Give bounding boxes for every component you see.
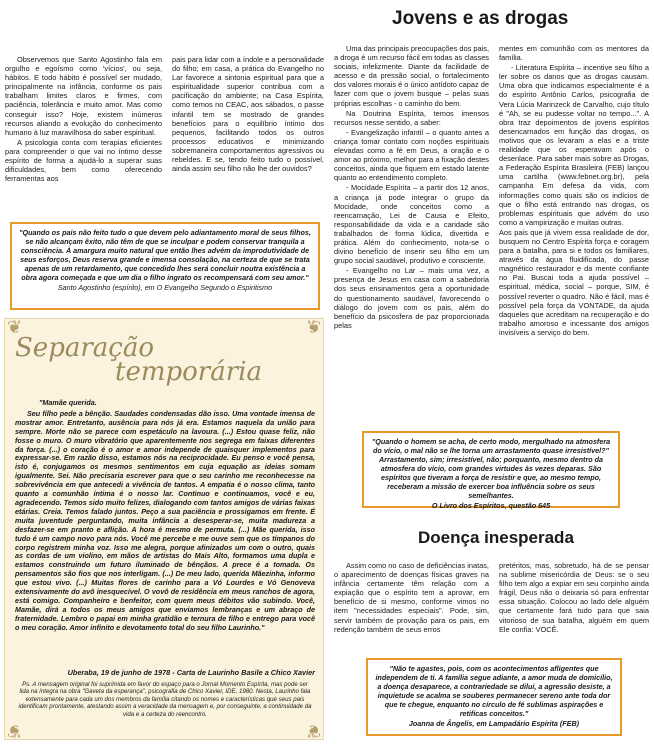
- paragraph: pretéritos, mas, sobretudo, há de se pensar na sublime misericórdia de Deus: se o seu filho tem algo a expiar em seu corpinho ainda frágil, Deus não o deixaria só para enfrentar essa situação. Colocou ao lado dele alguém que certamente fará tudo para que saia vitorioso de sua batalha, alguém em quem Ele confia: VOCÊ.: [499, 561, 649, 634]
- paragraph: pais para lidar com a índole e a personalidade do filho; em casa, a prática do Evangelho no Lar favorece a sintonia espiritual para que a espiritualidade superior contribua com a pacificação do ambiente; na Casa Espírita, como temos no CEAC, aos sábados, o passe infantil tem se mostrado de grandes benefícios para o equilíbrio íntimo dos pequenos, facilitando todos os outros processos educativos e minimizando sobremaneira comportamentos agressivos ou rebeldes. E se, tendo feito tudo o possível, ainda assim seu filho não lhe der ouvidos?: [172, 55, 324, 174]
- letter-paragraph: Seu filho pede a bênção. Saudades condensadas dão isso. Uma vontade imensa de mostrar amor. Entretanto, ausência para nós já era. Estamos naquela da união para sempre. Morte não se parece com espetáculo na lavoura. (...) Estou quase feliz, não fosse o muro. O muro vibratório que aparentemente nos segrega em faixas diferentes da força. (...) o coração é o amor e amor independe de quaisquer implementos para expressar-se. Em razão disso, estamos nós na reciprocidade. Eu penso e você pensa, isto é, conjugamos os mesmos sentimentos em cuja equação as ideias somam igualmente. Sei. Não precisaria escrever para que o seu carinho me reconhecesse na sobrevivência em que antecedi a vivência de tantos. A empatia é o nosso clima, tanto quanto a comunhão íntima é o nosso lar. Continuo e continuamos, você e eu, agradecendo. Temos sido muito felizes, dialogando com tantos amigos de várias faixas etárias. Creia. Temos falado juntos. Peço a sua paciência e prossigamos em frente. É muita juventude perguntando, muita infância a desesperar-se, muita madureza a desfazer-se em pranto e aflição. A hora é mesmo de permuta. (...) Mãe querida, isso tudo é um campo novo para nós. Você me percebe e me ouve sem que os tímpanos do corpo registrem minha voz. Isso me alegra, porque afinizados um com o outro, quais as cordas de um violino, em mãos de artistas do Mais Alto, formamos uma dupla e estamos construindo um futuro iluminado de bênçãos. A prece é a tomada. Os pensamentos são fios que nos interligam. (...) De meu lado, querida Mãezinha, informo que estou vivo. (...) Muitas flores de carinho para a Vó Lourdes e Vó Genoveva extensivamente do avô inesquecível. O vovô de residência em meus ranchos de agora, está comigo. Companheiro e benfeitor, com quem meus débitos vão subindo. Você, Mamãe, dirá a todos os meus amigos que enviamos lembranças e um abraço de fraternidade. Lembro o papai em minha gratidão e ternura de filho e entrego para você o meu coração. Amor infinito e devotamento total do seu filho Laurinho.": [15, 408, 315, 632]
- corner-ornament-icon: ❦: [305, 317, 321, 338]
- corner-ornament-icon: ❦: [7, 720, 23, 741]
- paragraph: - Mocidade Espírita – a partir dos 12 anos, a criança já pode integrar o grupo da Mocidade, onde conceitos como a reencarnação, Lei de Causa e Efeito, responsabilidade da vida e a caridade são trabalhados de forma lúdica, divertida e prática. Além do conhecimento, nota-se o divino benefício de inserir seu filho em um grupo social saudável, produtivo e consciente.: [334, 183, 489, 266]
- jovens-title: Jovens e as drogas: [392, 8, 569, 29]
- paragraph: Assim como no caso de deficiências inatas, o aparecimento de doenças físicas graves na infância certamente têm relação com a expiação que o espírito tem a aprovar, em benefício de si mesmo, conforme vimos no item "necessidades especiais". Pode, sim, servir também de provação para os pais, em redenção também de seus erros: [334, 561, 489, 634]
- quote-reference: Santo Agostinho (espírito), em O Evangelho Segundo o Espiritismo: [57, 283, 273, 292]
- paragraph: - Evangelização infantil – o quanto antes a criança tomar contato com noções espirituais elevadas como a fé em Deus, a oração e o amor ao próximo, melhor para a fixação destes conceitos, ainda que fiquem em estado latente quanto ao entendimento completo.: [334, 127, 489, 183]
- paragraph: Aos pais que já vivem essa realidade de dor, busquem no Centro Espírita força e coragem para a batalha, para si e todos os familiares, através da água fluidificada, do passe magnético restaurador e da mente confiante no Pai. Buscai toda a ajuda possível – espiritual, médica, social – porque, SIM, é possível reverter o quadro. Não é fácil, mas é possível pela força da VONTADE, da ajuda daqueles que acreditam na recuperação e do trabalho amoroso e incessante dos amigos invisíveis a serviço do bem.: [499, 227, 649, 337]
- paragraph: Uma das principais preocupações dos pais, a droga é um recurso fácil em todas as classes sociais, infelizmente. Diante da facilidade de acesso e da pressão social, o fortalecimento dos valores morais é o único antídoto capaz de fazer com que o jovem busque – pelas suas próprias escolhas - o caminho do bem.: [334, 44, 489, 108]
- top-left-col-2: [172, 55, 324, 174]
- jovens-col-1: [334, 44, 489, 331]
- separacao-box: [4, 318, 324, 740]
- doenca-title: Doença inesperada: [418, 528, 574, 547]
- corner-ornament-icon: ❦: [305, 720, 321, 741]
- letter-signature: Uberaba, 19 de junho de 1978 - Carta de Laurinho Basile a Chico Xavier: [67, 668, 315, 677]
- paragraph: Na Doutrina Espírita, temos imensos recursos nesse sentido, a saber:: [334, 108, 489, 127]
- quote-text: "Quando o homem se acha, de certo modo, mergulhado na atmosfera do vício, o mal não se lhe torna um arrastamento quase irresistível?" Arrastamento, sim; irresistível, não; porquanto, mesmo dentro da atmosfera do vício, com grandes virtudes às vezes deparas. São espíritos que tiveram a força de resistir e que, ao mesmo tempo, receberam a missão de exercer boa influência sobre os seus semelhantes.: [371, 437, 611, 500]
- paragraph: - Evangelho no Lar – mais uma vez, a presença de Jesus em casa com a sabedoria dos seus ensinamentos gera a oportunidade do questionamento saudável, favorecendo o diálogo do jovem com os pais, além do benefício da psicosfera de paz proporcionada pelas: [334, 266, 489, 330]
- quote-text: "Não te agastes, pois, com os acontecimentos afligentes que independem de ti. A família segue adiante, a amor muda de domicílio, a doença desaparece, a contrariedade se dilui, a agressão desiste, a inquietude se acalma se souberes permanecer sereno ante toda dor que te chegue, enquanto no círculo de fé sublimas aspirações e retificas conceitos.": [375, 664, 613, 718]
- corner-ornament-icon: ❦: [7, 317, 23, 338]
- santo-agostinho-quote: [10, 222, 320, 310]
- letter-salutation: "Mamãe querida.: [39, 398, 97, 407]
- quote-reference: Joanna de Ângelis, em Lampadário Espírita (FEB): [408, 719, 580, 728]
- quote-reference: O Livro dos Espíritos, questão 645: [431, 501, 551, 510]
- paragraph: mentes em comunhão com os mentores da família.: [499, 44, 649, 63]
- letter-ps: Ps. A mensagem original foi suprimida em favor do espaço para o Jornal Momento Espírita, mas pode ser lida na íntegra na obra "Gaveta da esperança", psicografia de Chico Xavier, IDE, 1980. Nesta, Laurinho fala extensamente para cada um dos membros da família citando os nomes e características que seus pais identificam prontamente, atestando assim a veracidade da mensagem e, por conseguinte, a continuidade da vida e a certeza do reencontro.: [18, 681, 312, 718]
- paragraph: - Literatura Espírita – incentive seu filho a ler sobre os danos que as drogas causam. Uma obra que indicamos especialmente é a do espírito Antônio Carlos, psicografia de Vera Lúcia Marinzeck de Carvalho, cujo título é "Ah, se eu pudesse voltar no tempo...". A obra traz depoimentos de jovens espíritos desencarnados em função das drogas, os motivos que os levaram a elas e a triste realidade que os esperavam após o desenlace. Para saber mais sobre as Drogas, a Federação Espírita Brasileira (FEB) lançou uma cartilha (www.febnet.org.br), pela campanha Em defesa da vida, com informações como quais são os indícios de que o filho está entrando nas drogas, os problemas espirituais que advém do uso como a vampirização e muitas outras.: [499, 63, 649, 227]
- top-left-col-1: [5, 55, 162, 184]
- joanna-angelis-quote: [366, 658, 622, 736]
- letter-text: [15, 399, 315, 633]
- paragraph: A psicologia conta com terapias eficientes para compreender o que vai no íntimo desse espírito de forma a ajudá-lo a superar suas dificuldades, bem como oferecendo ferramentas aos: [5, 137, 162, 184]
- doenca-col-1: [334, 561, 489, 635]
- livro-espiritos-quote: [362, 431, 620, 508]
- quote-text: "Quando os pais não feito tudo o que devem pelo adiantamento moral de seus filhos, se não alcançam êxito, não têm de que se inculpar e podem conservar tranquila a consciência. À amargura muito natural que então lhes advém da improdutividade de seus esforços, Deus reserva grande e imensa consolação, na certeza de que se trata apenas de um retardamento, que concedido lhes será concluir noutra existência a obra agora começada e que um dia o filho ingrato os recompensará com seu amor.": [19, 228, 311, 282]
- paragraph: Observemos que Santo Agostinho fala em orgulho e egoísmo como 'vícios', ou seja, hábitos. E todo hábito é possível ser mudado, principalmente na infância, conforme os pais trabalham limites claros e firmes, com paciência, tolerância e muito amor. Mas como conseguir isso? Hoje, existem inúmeros recursos aliando a evolução do conhecimento humano à luz maravilhosa do saber espiritual.: [5, 55, 162, 137]
- separacao-title-line-2: temporária: [115, 357, 262, 387]
- jovens-col-2: [499, 44, 649, 338]
- doenca-col-2: [499, 561, 649, 635]
- separacao-title-line-1: Separação: [15, 333, 154, 363]
